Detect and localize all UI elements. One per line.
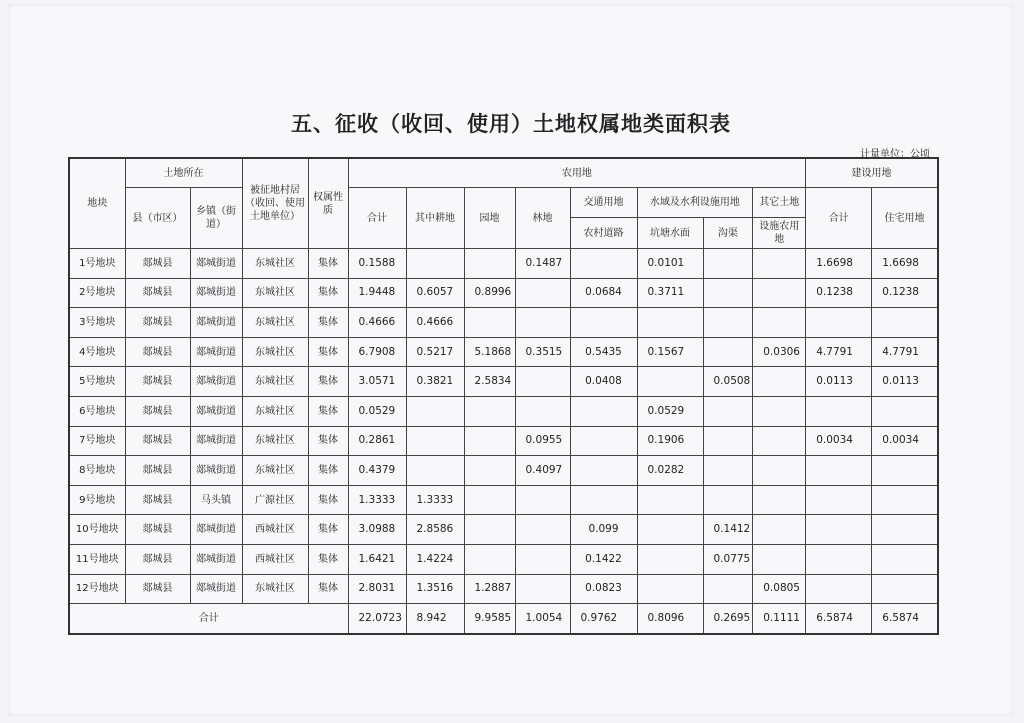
header-forest: 林地 xyxy=(515,188,570,249)
cell-county: 郯城县 xyxy=(125,337,190,367)
cell-ownership: 集体 xyxy=(308,308,348,338)
cell-agri-total: 0.4666 xyxy=(348,308,406,338)
cell-agri-total: 0.2861 xyxy=(348,426,406,456)
cell-town: 郯城街道 xyxy=(190,249,242,279)
cell-pond: 0.1906 xyxy=(637,426,703,456)
table-header xyxy=(69,158,938,249)
cell-village: 东城社区 xyxy=(242,308,308,338)
land-area-table xyxy=(68,157,939,635)
cell-cultivated: 1.3333 xyxy=(406,485,464,515)
cell-parcel-name: 7号地块 xyxy=(69,426,125,456)
cell-parcel-name: 3号地块 xyxy=(69,308,125,338)
sum-ditch: 0.2695 xyxy=(703,604,753,634)
cell-facility xyxy=(753,544,806,574)
cell-agri-total: 0.1588 xyxy=(348,249,406,279)
sum-residential: 6.5874 xyxy=(872,604,938,634)
table-row xyxy=(69,485,938,515)
cell-ownership: 集体 xyxy=(308,396,348,426)
table-row xyxy=(69,515,938,545)
header-town: 乡镇（街道） xyxy=(190,188,242,249)
cell-town: 郯城街道 xyxy=(190,544,242,574)
cell-rural-road xyxy=(570,456,637,486)
cell-facility xyxy=(753,278,806,308)
cell-forest xyxy=(515,367,570,397)
table-footer xyxy=(69,604,938,634)
cell-build-total: 0.0034 xyxy=(806,426,872,456)
header-residential: 住宅用地 xyxy=(872,188,938,249)
cell-village: 东城社区 xyxy=(242,396,308,426)
sum-row xyxy=(69,604,938,634)
cell-county: 郯城县 xyxy=(125,456,190,486)
cell-ditch xyxy=(703,574,753,604)
table-row xyxy=(69,249,938,279)
cell-village: 东城社区 xyxy=(242,456,308,486)
cell-cultivated xyxy=(406,249,464,279)
cell-build-total xyxy=(806,308,872,338)
sum-forest: 1.0054 xyxy=(515,604,570,634)
header-cultivated: 其中耕地 xyxy=(406,188,464,249)
cell-residential: 4.7791 xyxy=(872,337,938,367)
cell-ditch xyxy=(703,278,753,308)
header-agri-total: 合计 xyxy=(348,188,406,249)
cell-parcel-name: 8号地块 xyxy=(69,456,125,486)
table-row xyxy=(69,396,938,426)
cell-facility xyxy=(753,515,806,545)
cell-facility: 0.0805 xyxy=(753,574,806,604)
cell-facility xyxy=(753,426,806,456)
header-other: 其它土地 xyxy=(753,188,806,218)
cell-garden xyxy=(464,308,515,338)
cell-forest xyxy=(515,485,570,515)
cell-cultivated xyxy=(406,426,464,456)
cell-parcel-name: 12号地块 xyxy=(69,574,125,604)
cell-residential xyxy=(872,574,938,604)
cell-residential xyxy=(872,456,938,486)
cell-pond: 0.0101 xyxy=(637,249,703,279)
table-row xyxy=(69,456,938,486)
cell-cultivated xyxy=(406,456,464,486)
cell-build-total xyxy=(806,574,872,604)
cell-pond: 0.3711 xyxy=(637,278,703,308)
cell-ownership: 集体 xyxy=(308,574,348,604)
cell-county: 郯城县 xyxy=(125,396,190,426)
cell-ditch xyxy=(703,396,753,426)
cell-forest xyxy=(515,278,570,308)
header-rural-road: 农村道路 xyxy=(570,218,637,249)
cell-cultivated: 1.4224 xyxy=(406,544,464,574)
cell-build-total: 0.1238 xyxy=(806,278,872,308)
cell-facility: 0.0306 xyxy=(753,337,806,367)
header-build-total: 合计 xyxy=(806,188,872,249)
sum-build-total: 6.5874 xyxy=(806,604,872,634)
table-row xyxy=(69,337,938,367)
table-row xyxy=(69,308,938,338)
cell-residential xyxy=(872,396,938,426)
cell-town: 郯城街道 xyxy=(190,308,242,338)
header-water: 水域及水利设施用地 xyxy=(637,188,753,218)
cell-ditch: 0.0508 xyxy=(703,367,753,397)
cell-facility xyxy=(753,367,806,397)
header-ditch: 沟渠 xyxy=(703,218,753,249)
table-row xyxy=(69,574,938,604)
header-build: 建设用地 xyxy=(806,158,938,188)
cell-agri-total: 6.7908 xyxy=(348,337,406,367)
cell-forest xyxy=(515,544,570,574)
cell-build-total xyxy=(806,396,872,426)
cell-ownership: 集体 xyxy=(308,426,348,456)
cell-town: 郯城街道 xyxy=(190,396,242,426)
cell-ditch xyxy=(703,249,753,279)
cell-facility xyxy=(753,456,806,486)
page-title: 五、征收（收回、使用）土地权属地类面积表 xyxy=(291,111,731,136)
cell-forest: 0.4097 xyxy=(515,456,570,486)
cell-ownership: 集体 xyxy=(308,367,348,397)
cell-residential: 0.1238 xyxy=(872,278,938,308)
cell-garden: 5.1868 xyxy=(464,337,515,367)
cell-village: 东城社区 xyxy=(242,426,308,456)
cell-village: 东城社区 xyxy=(242,337,308,367)
cell-ditch xyxy=(703,426,753,456)
cell-ownership: 集体 xyxy=(308,249,348,279)
cell-agri-total: 1.3333 xyxy=(348,485,406,515)
cell-rural-road xyxy=(570,485,637,515)
cell-build-total xyxy=(806,456,872,486)
cell-ditch xyxy=(703,337,753,367)
table-row xyxy=(69,426,938,456)
cell-facility xyxy=(753,485,806,515)
cell-garden: 0.8996 xyxy=(464,278,515,308)
cell-rural-road: 0.0684 xyxy=(570,278,637,308)
cell-parcel-name: 10号地块 xyxy=(69,515,125,545)
header-transport: 交通用地 xyxy=(570,188,637,218)
cell-village: 东城社区 xyxy=(242,278,308,308)
cell-town: 郯城街道 xyxy=(190,278,242,308)
header-location: 土地所在 xyxy=(125,158,242,188)
cell-cultivated xyxy=(406,396,464,426)
cell-cultivated: 0.4666 xyxy=(406,308,464,338)
cell-build-total: 1.6698 xyxy=(806,249,872,279)
cell-forest xyxy=(515,396,570,426)
cell-ownership: 集体 xyxy=(308,544,348,574)
cell-parcel-name: 9号地块 xyxy=(69,485,125,515)
cell-agri-total: 0.0529 xyxy=(348,396,406,426)
cell-residential: 1.6698 xyxy=(872,249,938,279)
cell-pond xyxy=(637,485,703,515)
cell-rural-road xyxy=(570,308,637,338)
cell-rural-road xyxy=(570,249,637,279)
cell-build-total xyxy=(806,515,872,545)
cell-forest xyxy=(515,308,570,338)
sum-cultivated: 8.942 xyxy=(406,604,464,634)
cell-garden xyxy=(464,515,515,545)
cell-residential xyxy=(872,544,938,574)
cell-garden: 1.2887 xyxy=(464,574,515,604)
cell-agri-total: 0.4379 xyxy=(348,456,406,486)
cell-garden: 2.5834 xyxy=(464,367,515,397)
cell-forest: 0.1487 xyxy=(515,249,570,279)
cell-county: 郯城县 xyxy=(125,249,190,279)
cell-parcel-name: 5号地块 xyxy=(69,367,125,397)
cell-agri-total: 3.0988 xyxy=(348,515,406,545)
table-body xyxy=(69,249,938,604)
cell-agri-total: 1.6421 xyxy=(348,544,406,574)
cell-agri-total: 3.0571 xyxy=(348,367,406,397)
cell-agri-total: 2.8031 xyxy=(348,574,406,604)
cell-town: 郯城街道 xyxy=(190,426,242,456)
cell-ownership: 集体 xyxy=(308,456,348,486)
cell-cultivated: 0.6057 xyxy=(406,278,464,308)
cell-pond: 0.1567 xyxy=(637,337,703,367)
sum-garden: 9.9585 xyxy=(464,604,515,634)
sum-pond: 0.8096 xyxy=(637,604,703,634)
table-row xyxy=(69,544,938,574)
cell-pond xyxy=(637,515,703,545)
cell-rural-road: 0.0823 xyxy=(570,574,637,604)
cell-garden xyxy=(464,249,515,279)
cell-town: 郯城街道 xyxy=(190,456,242,486)
cell-village: 西城社区 xyxy=(242,544,308,574)
cell-village: 东城社区 xyxy=(242,574,308,604)
cell-residential: 0.0113 xyxy=(872,367,938,397)
sum-rural-road: 0.9762 xyxy=(570,604,637,634)
cell-ownership: 集体 xyxy=(308,515,348,545)
cell-garden xyxy=(464,426,515,456)
cell-build-total xyxy=(806,485,872,515)
cell-ditch xyxy=(703,456,753,486)
cell-parcel-name: 6号地块 xyxy=(69,396,125,426)
cell-cultivated: 1.3516 xyxy=(406,574,464,604)
cell-pond xyxy=(637,544,703,574)
cell-village: 东城社区 xyxy=(242,249,308,279)
unit-label: 计量单位：公顷 xyxy=(860,149,930,160)
cell-county: 郯城县 xyxy=(125,278,190,308)
sum-label: 合计 xyxy=(69,604,348,634)
cell-rural-road: 0.0408 xyxy=(570,367,637,397)
cell-agri-total: 1.9448 xyxy=(348,278,406,308)
cell-residential xyxy=(872,308,938,338)
cell-parcel-name: 1号地块 xyxy=(69,249,125,279)
cell-residential xyxy=(872,515,938,545)
cell-county: 郯城县 xyxy=(125,544,190,574)
cell-facility xyxy=(753,396,806,426)
header-ownership: 权属性质 xyxy=(308,158,348,249)
cell-town: 郯城街道 xyxy=(190,337,242,367)
cell-forest: 0.3515 xyxy=(515,337,570,367)
header-county: 县（市区） xyxy=(125,188,190,249)
cell-garden xyxy=(464,396,515,426)
cell-parcel-name: 4号地块 xyxy=(69,337,125,367)
cell-village: 西城社区 xyxy=(242,515,308,545)
cell-ditch xyxy=(703,485,753,515)
cell-rural-road xyxy=(570,396,637,426)
cell-pond xyxy=(637,574,703,604)
cell-parcel-name: 11号地块 xyxy=(69,544,125,574)
cell-garden xyxy=(464,456,515,486)
cell-forest xyxy=(515,515,570,545)
cell-cultivated: 0.3821 xyxy=(406,367,464,397)
cell-facility xyxy=(753,249,806,279)
header-agri: 农用地 xyxy=(348,158,806,188)
cell-pond xyxy=(637,308,703,338)
table-row xyxy=(69,367,938,397)
cell-village: 广源社区 xyxy=(242,485,308,515)
cell-ditch: 0.0775 xyxy=(703,544,753,574)
cell-residential: 0.0034 xyxy=(872,426,938,456)
sum-facility: 0.1111 xyxy=(753,604,806,634)
cell-residential xyxy=(872,485,938,515)
cell-parcel-name: 2号地块 xyxy=(69,278,125,308)
cell-town: 郯城街道 xyxy=(190,367,242,397)
cell-ownership: 集体 xyxy=(308,337,348,367)
cell-garden xyxy=(464,485,515,515)
cell-rural-road: 0.099 xyxy=(570,515,637,545)
cell-rural-road: 0.5435 xyxy=(570,337,637,367)
cell-facility xyxy=(753,308,806,338)
cell-pond: 0.0282 xyxy=(637,456,703,486)
cell-ownership: 集体 xyxy=(308,485,348,515)
cell-county: 郯城县 xyxy=(125,367,190,397)
cell-ditch: 0.1412 xyxy=(703,515,753,545)
cell-ditch xyxy=(703,308,753,338)
header-village: 被征地村居（收回、使用土地单位） xyxy=(242,158,308,249)
cell-pond xyxy=(637,367,703,397)
cell-build-total xyxy=(806,544,872,574)
cell-cultivated: 2.8586 xyxy=(406,515,464,545)
sum-total: 22.0723 xyxy=(348,604,406,634)
table-row xyxy=(69,278,938,308)
cell-forest: 0.0955 xyxy=(515,426,570,456)
cell-county: 郯城县 xyxy=(125,308,190,338)
cell-county: 郯城县 xyxy=(125,426,190,456)
header-facility: 设施农用地 xyxy=(753,218,806,249)
cell-village: 东城社区 xyxy=(242,367,308,397)
cell-build-total: 4.7791 xyxy=(806,337,872,367)
cell-rural-road: 0.1422 xyxy=(570,544,637,574)
cell-town: 马头镇 xyxy=(190,485,242,515)
cell-rural-road xyxy=(570,426,637,456)
cell-ownership: 集体 xyxy=(308,278,348,308)
cell-forest xyxy=(515,574,570,604)
cell-build-total: 0.0113 xyxy=(806,367,872,397)
cell-county: 郯城县 xyxy=(125,515,190,545)
cell-county: 郯城县 xyxy=(125,574,190,604)
cell-county: 郯城县 xyxy=(125,485,190,515)
cell-town: 郯城街道 xyxy=(190,515,242,545)
cell-town: 郯城街道 xyxy=(190,574,242,604)
cell-pond: 0.0529 xyxy=(637,396,703,426)
cell-cultivated: 0.5217 xyxy=(406,337,464,367)
cell-garden xyxy=(464,544,515,574)
header-parcel: 地块 xyxy=(69,158,125,249)
header-garden: 园地 xyxy=(464,188,515,249)
header-pond: 坑塘水面 xyxy=(637,218,703,249)
